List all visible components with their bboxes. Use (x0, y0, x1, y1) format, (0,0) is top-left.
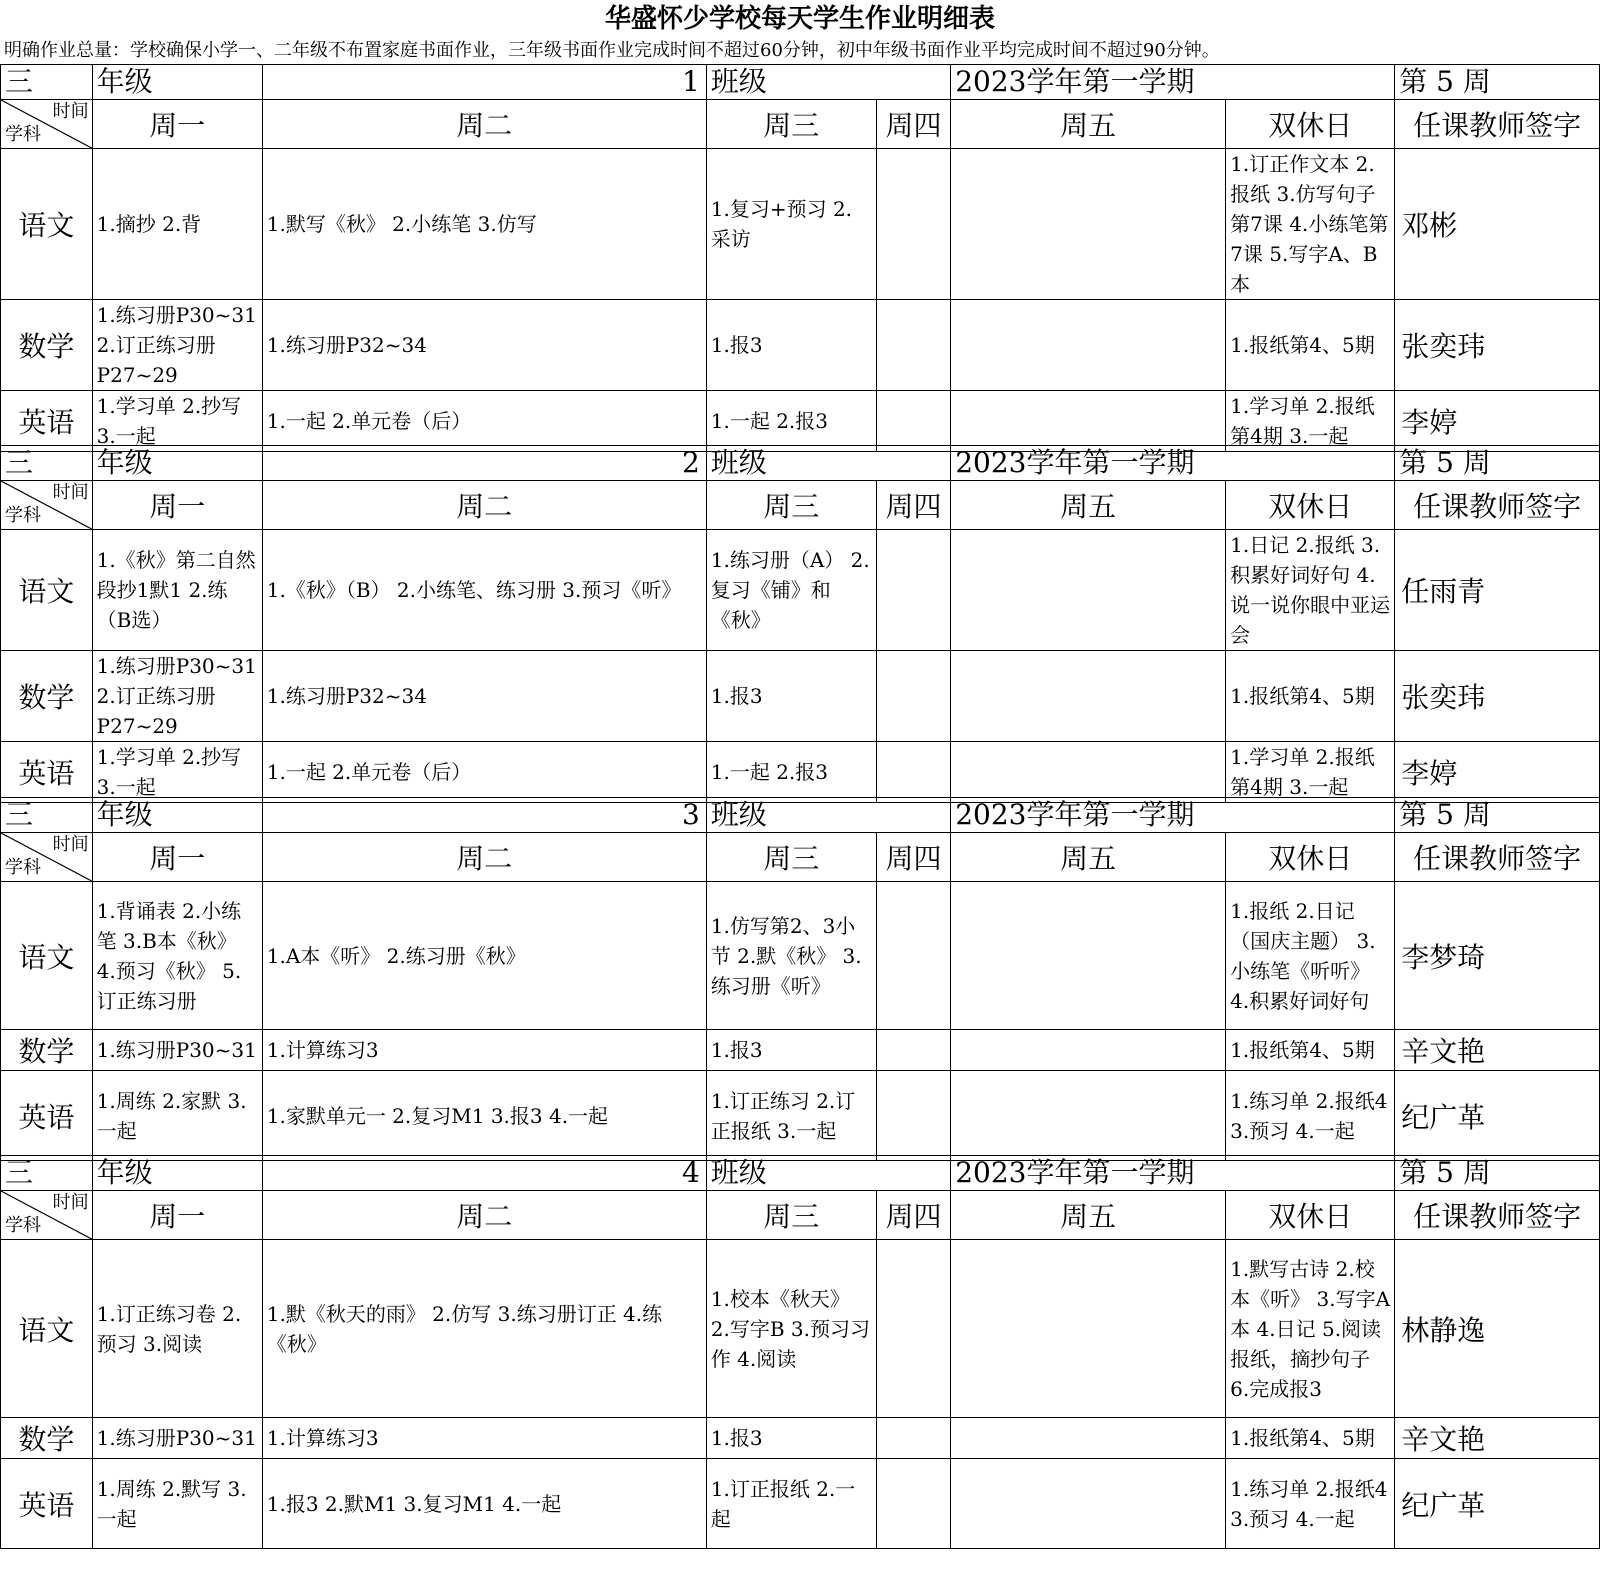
grade-label: 年级 (92, 65, 262, 100)
grade-value: 三 (1, 65, 93, 100)
class-info-row (1, 446, 1600, 481)
subject-row (1, 300, 1600, 391)
grade-value: 三 (1, 798, 93, 833)
thursday-homework (876, 1418, 950, 1459)
friday-homework (951, 391, 1226, 452)
day-header-row (1, 100, 1600, 149)
subject-name: 数学 (1, 1030, 93, 1071)
day-header-7: 任课教师签字 (1395, 100, 1600, 149)
day-header-4: 周四 (876, 1191, 950, 1240)
monday-homework: 1.学习单 2.抄写 3.一起 (92, 391, 262, 452)
day-header-5: 周五 (951, 1191, 1226, 1240)
monday-homework: 1.周练 2.默写 3.一起 (92, 1459, 262, 1549)
class-1-table (0, 64, 1600, 452)
monday-homework: 1.练习册P30~31 2.订正练习册P27~29 (92, 651, 262, 742)
grade-label: 年级 (92, 1156, 262, 1191)
class-number: 3 (262, 798, 706, 833)
subject-label: 学科 (5, 857, 41, 878)
teacher-signature: 张奕玮 (1395, 300, 1600, 391)
day-header-5: 周五 (951, 100, 1226, 149)
thursday-homework (876, 1030, 950, 1071)
class-info-row (1, 1156, 1600, 1191)
tuesday-homework: 1.A本《听》 2.练习册《秋》 (262, 882, 706, 1030)
class-label: 班级 (706, 446, 950, 481)
subject-row (1, 391, 1600, 452)
week-label: 第 5 周 (1395, 65, 1600, 100)
grade-value: 三 (1, 1156, 93, 1191)
tuesday-homework: 1.家默单元一 2.复习M1 3.报3 4.一起 (262, 1071, 706, 1161)
teacher-signature: 邓彬 (1395, 149, 1600, 300)
wednesday-homework: 1.订正报纸 2.一起 (706, 1459, 876, 1549)
subject-label: 学科 (5, 505, 41, 526)
monday-homework: 1.背诵表 2.小练笔 3.B本《秋》 4.预习《秋》 5.订正练习册 (92, 882, 262, 1030)
thursday-homework (876, 149, 950, 300)
weekend-homework: 1.默写古诗 2.校本《听》 3.写字A本 4.日记 5.阅读报纸，摘抄句子 6.完成报3 (1226, 1240, 1395, 1418)
week-label: 第 5 周 (1395, 1156, 1600, 1191)
wednesday-homework: 1.报3 (706, 1030, 876, 1071)
weekend-homework: 1.练习单 2.报纸4 3.预习 4.一起 (1226, 1071, 1395, 1161)
wednesday-homework: 1.校本《秋天》 2.写字B 3.预习习作 4.阅读 (706, 1240, 876, 1418)
weekend-homework: 1.报纸第4、5期 (1226, 300, 1395, 391)
time-label: 时间 (52, 101, 89, 122)
tuesday-homework: 1.默《秋天的雨》 2.仿写 3.练习册订正 4.练《秋》 (262, 1240, 706, 1418)
friday-homework (951, 1459, 1226, 1549)
thursday-homework (876, 1071, 950, 1161)
term-label: 2023学年第一学期 (951, 65, 1395, 100)
day-header-6: 双休日 (1226, 481, 1395, 530)
monday-homework: 1.周练 2.家默 3.一起 (92, 1071, 262, 1161)
day-header-3: 周三 (706, 1191, 876, 1240)
workload-notice: 明确作业总量：学校确保小学一、二年级不布置家庭书面作业，三年级书面作业完成时间不超过60分钟，初中年级书面作业平均完成时间不超过90分钟。 (4, 40, 1220, 61)
thursday-homework (876, 742, 950, 803)
monday-homework: 1.订正练习卷 2.预习 3.阅读 (92, 1240, 262, 1418)
term-label: 2023学年第一学期 (951, 446, 1395, 481)
subject-name: 数学 (1, 300, 93, 391)
teacher-signature: 林静逸 (1395, 1240, 1600, 1418)
teacher-signature: 纪广革 (1395, 1071, 1600, 1161)
weekend-homework: 1.报纸第4、5期 (1226, 1418, 1395, 1459)
day-header-1: 周一 (92, 100, 262, 149)
day-header-1: 周一 (92, 1191, 262, 1240)
day-header-2: 周二 (262, 1191, 706, 1240)
time-label: 时间 (52, 1192, 89, 1213)
day-header-6: 双休日 (1226, 833, 1395, 882)
subject-row (1, 882, 1600, 1030)
subject-row (1, 149, 1600, 300)
thursday-homework (876, 1240, 950, 1418)
tuesday-homework: 1.计算练习3 (262, 1030, 706, 1071)
subject-name: 语文 (1, 1240, 93, 1418)
teacher-signature: 辛文艳 (1395, 1030, 1600, 1071)
friday-homework (951, 882, 1226, 1030)
wednesday-homework: 1.报3 (706, 300, 876, 391)
day-header-4: 周四 (876, 100, 950, 149)
class-info-row (1, 798, 1600, 833)
subject-name: 英语 (1, 391, 93, 452)
class-4-table (0, 1155, 1600, 1549)
subject-row (1, 1030, 1600, 1071)
subject-label: 学科 (5, 124, 41, 145)
subject-row (1, 1418, 1600, 1459)
subject-row (1, 742, 1600, 803)
week-label: 第 5 周 (1395, 798, 1600, 833)
friday-homework (951, 1418, 1226, 1459)
day-header-5: 周五 (951, 481, 1226, 530)
tuesday-homework: 1.报3 2.默M1 3.复习M1 4.一起 (262, 1459, 706, 1549)
monday-homework: 1.练习册P30~31 (92, 1418, 262, 1459)
subject-name: 数学 (1, 651, 93, 742)
term-label: 2023学年第一学期 (951, 798, 1395, 833)
weekend-homework: 1.订正作文本 2.报纸 3.仿写句子第7课 4.小练笔第7课 5.写字A、B本 (1226, 149, 1395, 300)
day-header-3: 周三 (706, 100, 876, 149)
day-header-3: 周三 (706, 481, 876, 530)
weekend-homework: 1.日记 2.报纸 3.积累好词好句 4.说一说你眼中亚运会 (1226, 530, 1395, 651)
weekend-homework: 1.学习单 2.报纸第4期 3.一起 (1226, 742, 1395, 803)
monday-homework: 1.学习单 2.抄写 3.一起 (92, 742, 262, 803)
subject-name: 数学 (1, 1418, 93, 1459)
subject-name: 语文 (1, 149, 93, 300)
teacher-signature: 李婷 (1395, 391, 1600, 452)
day-header-row (1, 833, 1600, 882)
wednesday-homework: 1.一起 2.报3 (706, 391, 876, 452)
subject-name: 语文 (1, 530, 93, 651)
friday-homework (951, 530, 1226, 651)
thursday-homework (876, 1459, 950, 1549)
subject-row (1, 1071, 1600, 1161)
time-subject-corner (1, 100, 93, 149)
class-3-table (0, 797, 1600, 1161)
teacher-signature: 李婷 (1395, 742, 1600, 803)
day-header-4: 周四 (876, 481, 950, 530)
subject-name: 英语 (1, 742, 93, 803)
friday-homework (951, 1240, 1226, 1418)
class-info-row (1, 65, 1600, 100)
teacher-signature: 辛文艳 (1395, 1418, 1600, 1459)
time-subject-corner (1, 1191, 93, 1240)
subject-row (1, 1459, 1600, 1549)
time-label: 时间 (52, 834, 89, 855)
weekend-homework: 1.报纸第4、5期 (1226, 651, 1395, 742)
friday-homework (951, 149, 1226, 300)
class-number: 4 (262, 1156, 706, 1191)
wednesday-homework: 1.报3 (706, 1418, 876, 1459)
thursday-homework (876, 391, 950, 452)
monday-homework: 1.练习册P30~31 (92, 1030, 262, 1071)
wednesday-homework: 1.仿写第2、3小节 2.默《秋》 3.练习册《听》 (706, 882, 876, 1030)
term-label: 2023学年第一学期 (951, 1156, 1395, 1191)
class-label: 班级 (706, 1156, 950, 1191)
wednesday-homework: 1.复习+预习 2.采访 (706, 149, 876, 300)
class-2-table (0, 445, 1600, 803)
teacher-signature: 纪广革 (1395, 1459, 1600, 1549)
time-label: 时间 (52, 482, 89, 503)
grade-label: 年级 (92, 446, 262, 481)
grade-value: 三 (1, 446, 93, 481)
tuesday-homework: 1.一起 2.单元卷（后） (262, 742, 706, 803)
teacher-signature: 张奕玮 (1395, 651, 1600, 742)
friday-homework (951, 300, 1226, 391)
class-number: 1 (262, 65, 706, 100)
wednesday-homework: 1.练习册（A） 2.复习《铺》和《秋》 (706, 530, 876, 651)
teacher-signature: 任雨青 (1395, 530, 1600, 651)
day-header-1: 周一 (92, 481, 262, 530)
thursday-homework (876, 530, 950, 651)
weekend-homework: 1.报纸 2.日记（国庆主题） 3.小练笔《听听》 4.积累好词好句 (1226, 882, 1395, 1030)
teacher-signature: 李梦琦 (1395, 882, 1600, 1030)
friday-homework (951, 1030, 1226, 1071)
tuesday-homework: 1.一起 2.单元卷（后） (262, 391, 706, 452)
subject-row (1, 1240, 1600, 1418)
subject-name: 语文 (1, 882, 93, 1030)
weekend-homework: 1.学习单 2.报纸第4期 3.一起 (1226, 391, 1395, 452)
tuesday-homework: 1.默写《秋》 2.小练笔 3.仿写 (262, 149, 706, 300)
tuesday-homework: 1.练习册P32~34 (262, 651, 706, 742)
thursday-homework (876, 882, 950, 1030)
sheet-title: 华盛怀少学校每天学生作业明细表 (604, 4, 995, 34)
grade-label: 年级 (92, 798, 262, 833)
wednesday-homework: 1.报3 (706, 651, 876, 742)
friday-homework (951, 651, 1226, 742)
day-header-5: 周五 (951, 833, 1226, 882)
class-label: 班级 (706, 798, 950, 833)
subject-name: 英语 (1, 1071, 93, 1161)
friday-homework (951, 742, 1226, 803)
time-subject-corner (1, 481, 93, 530)
subject-row (1, 530, 1600, 651)
time-subject-corner (1, 833, 93, 882)
tuesday-homework: 1.《秋》（B） 2.小练笔、练习册 3.预习《听》 (262, 530, 706, 651)
day-header-6: 双休日 (1226, 1191, 1395, 1240)
friday-homework (951, 1071, 1226, 1161)
tuesday-homework: 1.练习册P32~34 (262, 300, 706, 391)
monday-homework: 1.摘抄 2.背 (92, 149, 262, 300)
day-header-4: 周四 (876, 833, 950, 882)
day-header-7: 任课教师签字 (1395, 833, 1600, 882)
tuesday-homework: 1.计算练习3 (262, 1418, 706, 1459)
day-header-2: 周二 (262, 833, 706, 882)
day-header-2: 周二 (262, 481, 706, 530)
thursday-homework (876, 300, 950, 391)
class-label: 班级 (706, 65, 950, 100)
day-header-7: 任课教师签字 (1395, 1191, 1600, 1240)
day-header-3: 周三 (706, 833, 876, 882)
wednesday-homework: 1.一起 2.报3 (706, 742, 876, 803)
day-header-1: 周一 (92, 833, 262, 882)
class-number: 2 (262, 446, 706, 481)
day-header-row (1, 481, 1600, 530)
day-header-2: 周二 (262, 100, 706, 149)
day-header-7: 任课教师签字 (1395, 481, 1600, 530)
weekend-homework: 1.报纸第4、5期 (1226, 1030, 1395, 1071)
monday-homework: 1.练习册P30~31 2.订正练习册P27~29 (92, 300, 262, 391)
monday-homework: 1.《秋》第二自然段抄1默1 2.练（B选） (92, 530, 262, 651)
subject-name: 英语 (1, 1459, 93, 1549)
day-header-6: 双休日 (1226, 100, 1395, 149)
thursday-homework (876, 651, 950, 742)
weekend-homework: 1.练习单 2.报纸4 3.预习 4.一起 (1226, 1459, 1395, 1549)
subject-row (1, 651, 1600, 742)
day-header-row (1, 1191, 1600, 1240)
week-label: 第 5 周 (1395, 446, 1600, 481)
subject-label: 学科 (5, 1215, 41, 1236)
wednesday-homework: 1.订正练习 2.订正报纸 3.一起 (706, 1071, 876, 1161)
